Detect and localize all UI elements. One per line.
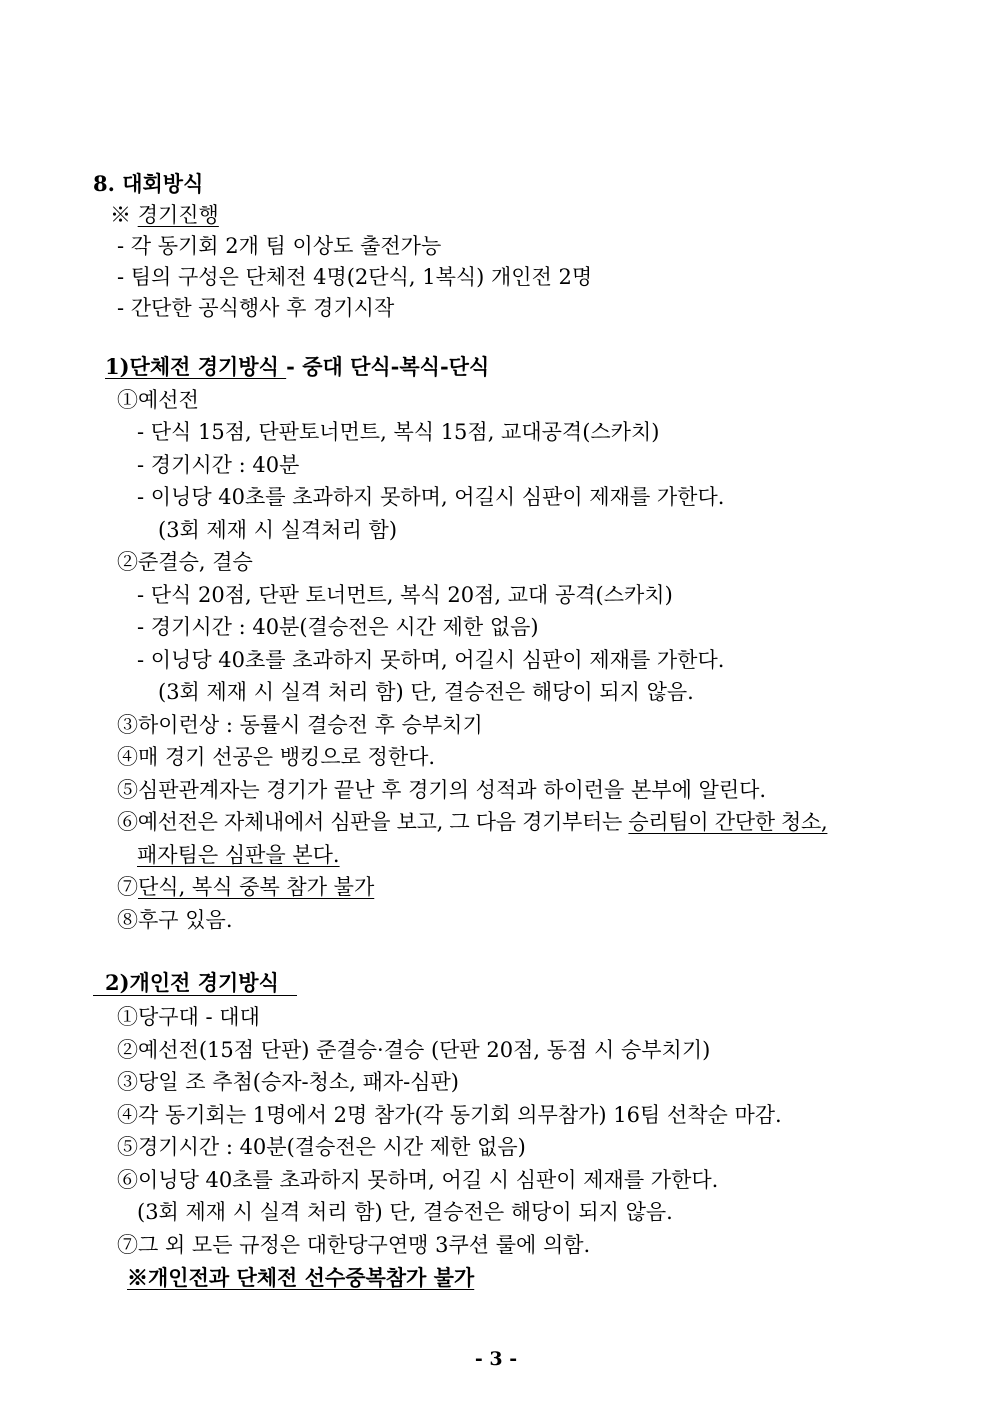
team-prelim-label: ①예선전: [117, 388, 199, 412]
team-rule: ⑤심판관계자는 경기가 끝난 후 경기의 성적과 하이런을 본부에 알린다.: [117, 778, 767, 802]
team-final-item: (3회 제재 시 실격 처리 함) 단, 결승전은 해당이 되지 않음.: [158, 680, 694, 704]
individual-item: ⑤경기시간 : 40분(결승전은 시간 제한 없음): [117, 1135, 526, 1159]
team-final-item: - 단식 20점, 단판 토너먼트, 복식 20점, 교대 공격(스카치): [137, 583, 673, 607]
section-title: 8. 대회방식: [93, 171, 204, 196]
team-rule6-text: ⑥예선전은 자체내에서 심판을 보고, 그 다음 경기부터는: [117, 810, 629, 834]
team-prelim-item: - 경기시간 : 40분: [137, 453, 300, 477]
team-rule: [117, 808, 827, 836]
team-prelim-item: - 단식 15점, 단판토너먼트, 복식 15점, 교대공격(스카치): [137, 420, 660, 444]
page-number: - 3 -: [474, 1348, 518, 1370]
individual-item: ②예선전(15점 단판) 준결승·결승 (단판 20점, 동점 시 승부치기): [117, 1038, 711, 1062]
progress-item: - 간단한 공식행사 후 경기시작: [117, 296, 395, 320]
individual-item: ⑥이닝당 40초를 초과하지 못하며, 어길 시 심판이 제재를 가한다.: [117, 1168, 719, 1192]
team-final-label: ②준결승, 결승: [117, 550, 253, 574]
individual-item: ①당구대 - 대대: [117, 1005, 260, 1029]
progress-item: - 각 동기회 2개 팀 이상도 출전가능: [117, 234, 442, 258]
team-prelim-item: (3회 제재 시 실격처리 함): [158, 518, 398, 542]
team-rule6-continued: 패자팀은 심판을 본다.: [137, 843, 340, 867]
individual-notice-text: ※개인전과 단체전 선수중복참가 불가: [127, 1265, 475, 1290]
individual-notice: [127, 1264, 474, 1292]
team-rule: [117, 873, 374, 901]
individual-heading-underline: [93, 995, 297, 996]
team-rule7-text: 단식, 복식 중복 참가 불가: [138, 875, 375, 899]
team-rule: ⑧후구 있음.: [117, 908, 233, 932]
team-final-item: - 경기시간 : 40분(결승전은 시간 제한 없음): [137, 615, 539, 639]
team-prelim-item: - 이닝당 40초를 초과하지 못하며, 어길시 심판이 제재를 가한다.: [137, 485, 725, 509]
team-rule7-mark: ⑦: [117, 875, 138, 899]
team-rule: [137, 841, 340, 869]
progress-heading-text: 경기진행: [137, 203, 219, 227]
individual-item: (3회 제재 시 실격 처리 함) 단, 결승전은 해당이 되지 않음.: [137, 1200, 673, 1224]
team-rule6-underlined: 승리팀이 간단한 청소,: [628, 810, 828, 834]
individual-item: ⑦그 외 모든 규정은 대한당구연맹 3쿠션 룰에 의함.: [117, 1233, 591, 1257]
individual-item: ③당일 조 추첨(승자-청소, 패자-심판): [117, 1070, 459, 1094]
reference-mark: ※: [110, 203, 138, 227]
team-final-item: - 이닝당 40초를 초과하지 못하며, 어길시 심판이 제재를 가한다.: [137, 648, 725, 672]
individual-item: ④각 동기회는 1명에서 2명 참가(각 동기회 의무참가) 16팀 선착순 마감.: [117, 1103, 782, 1127]
team-heading: [105, 353, 489, 381]
progress-heading: [110, 201, 219, 229]
team-rule: ③하이런상 : 동률시 결승전 후 승부치기: [117, 713, 483, 737]
team-heading-rest: - 중대 단식-복식-단식: [286, 354, 490, 379]
team-heading-text: 1)단체전 경기방식: [105, 354, 287, 379]
progress-item: - 팀의 구성은 단체전 4명(2단식, 1복식) 개인전 2명: [117, 265, 593, 289]
individual-heading: 2)개인전 경기방식: [105, 970, 279, 995]
team-rule: ④매 경기 선공은 뱅킹으로 정한다.: [117, 745, 436, 769]
